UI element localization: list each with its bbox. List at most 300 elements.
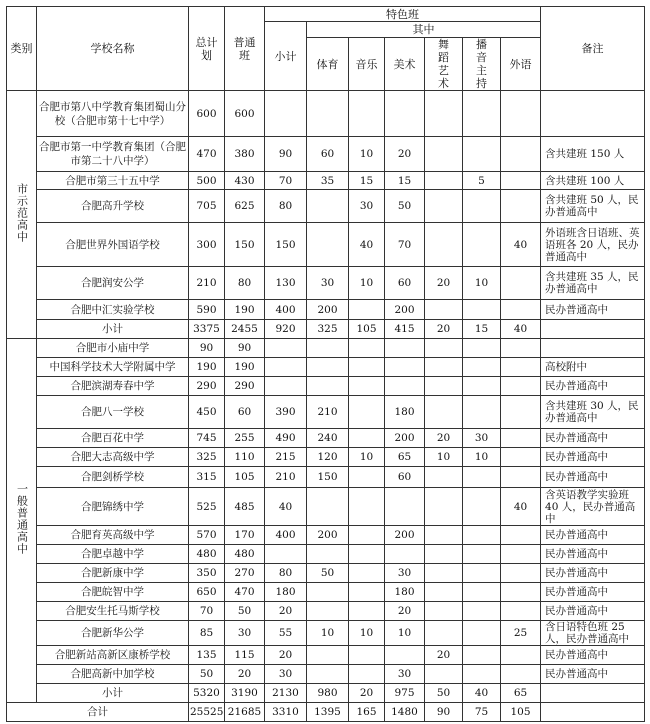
dance-cell: 20	[425, 429, 463, 448]
dance-cell: 20	[425, 267, 463, 300]
school-name-cell: 合肥剑桥学校	[37, 467, 189, 488]
pe-cell	[307, 488, 349, 526]
school-name-cell: 合肥高升学校	[37, 190, 189, 223]
art-cell: 30	[385, 564, 425, 583]
broadcast-cell: 10	[463, 267, 501, 300]
total-plan-cell: 25525	[189, 703, 225, 722]
dance-cell	[425, 377, 463, 396]
broadcast-cell	[463, 526, 501, 545]
table-row	[7, 665, 645, 684]
special-subtotal-cell	[265, 91, 307, 137]
total-plan-cell: 3375	[189, 320, 225, 339]
regular-class-cell: 150	[225, 223, 265, 267]
header-category: 类别	[7, 7, 37, 91]
special-subtotal-cell: 2130	[265, 684, 307, 703]
music-cell	[349, 488, 385, 526]
music-cell: 165	[349, 703, 385, 722]
header-regular-class: 普通班	[225, 7, 265, 91]
art-cell: 1480	[385, 703, 425, 722]
special-subtotal-cell	[265, 545, 307, 564]
total-plan-cell: 90	[189, 339, 225, 358]
dance-cell: 20	[425, 320, 463, 339]
note-cell: 民办普通高中	[541, 602, 645, 621]
total-plan-cell: 450	[189, 396, 225, 429]
art-cell: 200	[385, 300, 425, 320]
dance-cell: 90	[425, 703, 463, 722]
regular-class-cell: 60	[225, 396, 265, 429]
total-plan-cell: 705	[189, 190, 225, 223]
broadcast-cell	[463, 564, 501, 583]
broadcast-cell	[463, 467, 501, 488]
header-special-class: 特色班	[265, 7, 541, 22]
category-label: 一般普通高中	[15, 482, 29, 555]
art-cell	[385, 358, 425, 377]
foreign-language-cell	[501, 564, 541, 583]
header-subtotal: 小计	[265, 22, 307, 91]
table-row	[7, 429, 645, 448]
pe-cell: 50	[307, 564, 349, 583]
special-subtotal-cell: 150	[265, 223, 307, 267]
table-row	[7, 583, 645, 602]
header-dance: 舞蹈艺术	[425, 38, 463, 91]
pe-cell	[307, 583, 349, 602]
note-cell	[541, 339, 645, 358]
art-cell: 180	[385, 396, 425, 429]
total-plan-cell: 600	[189, 91, 225, 137]
art-cell: 200	[385, 526, 425, 545]
dance-cell	[425, 172, 463, 190]
dance-cell	[425, 583, 463, 602]
art-cell: 415	[385, 320, 425, 339]
table-row	[7, 267, 645, 300]
pe-cell	[307, 377, 349, 396]
pe-cell	[307, 602, 349, 621]
table-row	[7, 467, 645, 488]
regular-class-cell: 255	[225, 429, 265, 448]
regular-class-cell: 480	[225, 545, 265, 564]
broadcast-cell	[463, 190, 501, 223]
regular-class-cell: 90	[225, 339, 265, 358]
dance-cell	[425, 545, 463, 564]
music-cell	[349, 377, 385, 396]
broadcast-cell	[463, 488, 501, 526]
regular-class-cell: 485	[225, 488, 265, 526]
dance-cell	[425, 564, 463, 583]
special-subtotal-cell	[265, 377, 307, 396]
pe-cell	[307, 190, 349, 223]
special-subtotal-cell	[265, 339, 307, 358]
broadcast-cell: 30	[463, 429, 501, 448]
special-subtotal-cell: 130	[265, 267, 307, 300]
music-cell: 10	[349, 448, 385, 467]
art-cell	[385, 91, 425, 137]
regular-class-cell: 50	[225, 602, 265, 621]
pe-cell	[307, 91, 349, 137]
regular-class-cell: 430	[225, 172, 265, 190]
broadcast-cell	[463, 339, 501, 358]
regular-class-cell: 470	[225, 583, 265, 602]
pe-cell	[307, 339, 349, 358]
dance-cell	[425, 300, 463, 320]
school-name-cell: 合肥育英高级中学	[37, 526, 189, 545]
foreign-language-cell: 25	[501, 621, 541, 646]
school-name-cell: 合肥大志高级中学	[37, 448, 189, 467]
total-plan-cell: 350	[189, 564, 225, 583]
foreign-language-cell	[501, 190, 541, 223]
school-name-cell: 合肥卓越中学	[37, 545, 189, 564]
table-row	[7, 621, 645, 646]
pe-cell: 1395	[307, 703, 349, 722]
music-cell	[349, 358, 385, 377]
total-plan-cell: 190	[189, 358, 225, 377]
regular-class-cell: 600	[225, 91, 265, 137]
header-pe: 体育	[307, 38, 349, 91]
special-subtotal-cell: 20	[265, 646, 307, 665]
regular-class-cell: 190	[225, 300, 265, 320]
school-name-cell: 合肥市第一中学教育集团（合肥市第二十八中学）	[37, 137, 189, 172]
dance-cell	[425, 526, 463, 545]
school-name-cell: 合肥安生托马斯学校	[37, 602, 189, 621]
foreign-language-cell	[501, 448, 541, 467]
music-cell: 10	[349, 267, 385, 300]
special-subtotal-cell: 210	[265, 467, 307, 488]
special-subtotal-cell: 40	[265, 488, 307, 526]
school-name-cell: 小计	[37, 320, 189, 339]
total-plan-cell: 570	[189, 526, 225, 545]
table-row	[7, 396, 645, 429]
note-cell: 民办普通高中	[541, 377, 645, 396]
foreign-language-cell: 40	[501, 488, 541, 526]
broadcast-cell	[463, 377, 501, 396]
foreign-language-cell	[501, 137, 541, 172]
category-label: 市示范高中	[15, 182, 29, 243]
music-cell: 10	[349, 137, 385, 172]
total-plan-cell: 210	[189, 267, 225, 300]
special-subtotal-cell: 920	[265, 320, 307, 339]
regular-class-cell: 190	[225, 358, 265, 377]
school-name-cell: 合肥八一学校	[37, 396, 189, 429]
foreign-language-cell	[501, 429, 541, 448]
foreign-language-cell	[501, 172, 541, 190]
note-cell: 高校附中	[541, 358, 645, 377]
pe-cell: 200	[307, 526, 349, 545]
music-cell: 30	[349, 190, 385, 223]
special-subtotal-cell: 20	[265, 602, 307, 621]
pe-cell: 210	[307, 396, 349, 429]
art-cell: 20	[385, 137, 425, 172]
dance-cell	[425, 190, 463, 223]
foreign-language-cell	[501, 583, 541, 602]
dance-cell: 20	[425, 646, 463, 665]
note-cell: 含共建班 50 人，民办普通高中	[541, 190, 645, 223]
art-cell: 30	[385, 665, 425, 684]
foreign-language-cell: 40	[501, 320, 541, 339]
regular-class-cell: 21685	[225, 703, 265, 722]
special-subtotal-cell: 3310	[265, 703, 307, 722]
regular-class-cell: 3190	[225, 684, 265, 703]
music-cell	[349, 646, 385, 665]
special-subtotal-cell: 400	[265, 526, 307, 545]
table-row	[7, 91, 645, 137]
table-row	[7, 448, 645, 467]
table-row	[7, 526, 645, 545]
foreign-language-cell	[501, 358, 541, 377]
dance-cell	[425, 621, 463, 646]
dance-cell	[425, 602, 463, 621]
foreign-language-cell	[501, 377, 541, 396]
music-cell	[349, 602, 385, 621]
pe-cell	[307, 545, 349, 564]
pe-cell: 35	[307, 172, 349, 190]
foreign-language-cell	[501, 545, 541, 564]
art-cell: 10	[385, 621, 425, 646]
table-row	[7, 646, 645, 665]
school-name-cell: 合肥百花中学	[37, 429, 189, 448]
regular-class-cell: 110	[225, 448, 265, 467]
music-cell	[349, 665, 385, 684]
dance-cell	[425, 339, 463, 358]
broadcast-cell: 10	[463, 448, 501, 467]
art-cell: 50	[385, 190, 425, 223]
broadcast-cell: 15	[463, 320, 501, 339]
grand-total-row	[7, 703, 645, 722]
foreign-language-cell	[501, 646, 541, 665]
subtotal-row	[7, 684, 645, 703]
total-plan-cell: 590	[189, 300, 225, 320]
music-cell	[349, 467, 385, 488]
regular-class-cell: 115	[225, 646, 265, 665]
enrollment-plan-table	[6, 6, 645, 722]
school-name-cell: 合肥滨湖寿春中学	[37, 377, 189, 396]
header-foreign-language: 外语	[501, 38, 541, 91]
total-plan-cell: 315	[189, 467, 225, 488]
broadcast-cell	[463, 602, 501, 621]
pe-cell: 240	[307, 429, 349, 448]
note-cell: 外语班含日语班、英语班各 20 人，民办普通高中	[541, 223, 645, 267]
school-name-cell: 合肥中汇实验学校	[37, 300, 189, 320]
school-name-cell: 合肥高新中加学校	[37, 665, 189, 684]
note-cell	[541, 703, 645, 722]
grand-total-label: 合计	[7, 703, 189, 722]
school-name-cell: 中国科学技术大学附属中学	[37, 358, 189, 377]
broadcast-cell	[463, 396, 501, 429]
foreign-language-cell	[501, 339, 541, 358]
total-plan-cell: 290	[189, 377, 225, 396]
table-row	[7, 488, 645, 526]
note-cell: 民办普通高中	[541, 545, 645, 564]
broadcast-cell	[463, 300, 501, 320]
header-broadcast: 播音主持	[463, 38, 501, 91]
table-body	[7, 91, 645, 722]
special-subtotal-cell: 400	[265, 300, 307, 320]
table-row	[7, 300, 645, 320]
foreign-language-cell	[501, 267, 541, 300]
art-cell	[385, 646, 425, 665]
school-name-cell: 合肥新华公学	[37, 621, 189, 646]
broadcast-cell	[463, 545, 501, 564]
table-row	[7, 602, 645, 621]
pe-cell	[307, 665, 349, 684]
regular-class-cell: 105	[225, 467, 265, 488]
note-cell: 民办普通高中	[541, 564, 645, 583]
header-total-plan: 总计划	[189, 7, 225, 91]
music-cell	[349, 339, 385, 358]
foreign-language-cell: 65	[501, 684, 541, 703]
table-row	[7, 223, 645, 267]
note-cell: 含日语特色班 25 人，民办普通高中	[541, 621, 645, 646]
pe-cell: 980	[307, 684, 349, 703]
dance-cell	[425, 223, 463, 267]
art-cell: 60	[385, 267, 425, 300]
category-cell	[7, 339, 37, 703]
subtotal-row	[7, 320, 645, 339]
broadcast-cell: 5	[463, 172, 501, 190]
special-subtotal-cell	[265, 358, 307, 377]
art-cell: 180	[385, 583, 425, 602]
school-name-cell: 合肥润安公学	[37, 267, 189, 300]
regular-class-cell: 625	[225, 190, 265, 223]
total-plan-cell: 470	[189, 137, 225, 172]
art-cell	[385, 488, 425, 526]
regular-class-cell: 2455	[225, 320, 265, 339]
total-plan-cell: 5320	[189, 684, 225, 703]
pe-cell: 60	[307, 137, 349, 172]
school-name-cell: 合肥锦绣中学	[37, 488, 189, 526]
note-cell: 含共建班 35 人，民办普通高中	[541, 267, 645, 300]
regular-class-cell: 380	[225, 137, 265, 172]
school-name-cell: 合肥新康中学	[37, 564, 189, 583]
header-art: 美术	[385, 38, 425, 91]
school-name-cell: 合肥世界外国语学校	[37, 223, 189, 267]
music-cell	[349, 583, 385, 602]
note-cell: 民办普通高中	[541, 665, 645, 684]
music-cell	[349, 91, 385, 137]
school-name-cell: 合肥市第八中学教育集团蜀山分校（合肥市第十七中学）	[37, 91, 189, 137]
note-cell: 民办普通高中	[541, 583, 645, 602]
music-cell	[349, 526, 385, 545]
music-cell: 15	[349, 172, 385, 190]
special-subtotal-cell: 80	[265, 190, 307, 223]
broadcast-cell	[463, 91, 501, 137]
special-subtotal-cell: 80	[265, 564, 307, 583]
music-cell: 20	[349, 684, 385, 703]
total-plan-cell: 70	[189, 602, 225, 621]
art-cell: 15	[385, 172, 425, 190]
music-cell: 10	[349, 621, 385, 646]
foreign-language-cell	[501, 665, 541, 684]
pe-cell: 30	[307, 267, 349, 300]
note-cell	[541, 320, 645, 339]
art-cell	[385, 339, 425, 358]
foreign-language-cell	[501, 602, 541, 621]
dance-cell	[425, 91, 463, 137]
total-plan-cell: 480	[189, 545, 225, 564]
art-cell	[385, 377, 425, 396]
pe-cell: 325	[307, 320, 349, 339]
regular-class-cell: 20	[225, 665, 265, 684]
note-cell	[541, 684, 645, 703]
special-subtotal-cell: 180	[265, 583, 307, 602]
note-cell: 民办普通高中	[541, 526, 645, 545]
note-cell	[541, 91, 645, 137]
pe-cell	[307, 646, 349, 665]
regular-class-cell: 30	[225, 621, 265, 646]
broadcast-cell	[463, 621, 501, 646]
note-cell: 含共建班 150 人	[541, 137, 645, 172]
art-cell: 60	[385, 467, 425, 488]
dance-cell	[425, 396, 463, 429]
art-cell: 65	[385, 448, 425, 467]
broadcast-cell	[463, 137, 501, 172]
total-plan-cell: 85	[189, 621, 225, 646]
dance-cell	[425, 358, 463, 377]
total-plan-cell: 650	[189, 583, 225, 602]
table-row	[7, 545, 645, 564]
foreign-language-cell	[501, 300, 541, 320]
special-subtotal-cell: 55	[265, 621, 307, 646]
note-cell: 含英语教学实验班 40 人，民办普通高中	[541, 488, 645, 526]
total-plan-cell: 325	[189, 448, 225, 467]
art-cell	[385, 545, 425, 564]
note-cell: 含共建班 100 人	[541, 172, 645, 190]
broadcast-cell	[463, 223, 501, 267]
foreign-language-cell	[501, 396, 541, 429]
dance-cell	[425, 488, 463, 526]
school-name-cell: 合肥市第三十五中学	[37, 172, 189, 190]
table-row	[7, 358, 645, 377]
regular-class-cell: 80	[225, 267, 265, 300]
school-name-cell: 合肥市小庙中学	[37, 339, 189, 358]
foreign-language-cell: 40	[501, 223, 541, 267]
dance-cell	[425, 665, 463, 684]
music-cell	[349, 396, 385, 429]
school-name-cell: 合肥新站高新区康桥学校	[37, 646, 189, 665]
table-row	[7, 172, 645, 190]
header-note: 备注	[541, 7, 645, 91]
art-cell: 975	[385, 684, 425, 703]
dance-cell	[425, 467, 463, 488]
art-cell: 20	[385, 602, 425, 621]
regular-class-cell: 290	[225, 377, 265, 396]
special-subtotal-cell: 70	[265, 172, 307, 190]
regular-class-cell: 270	[225, 564, 265, 583]
broadcast-cell	[463, 358, 501, 377]
pe-cell: 150	[307, 467, 349, 488]
pe-cell: 120	[307, 448, 349, 467]
table-row	[7, 377, 645, 396]
total-plan-cell: 300	[189, 223, 225, 267]
art-cell: 70	[385, 223, 425, 267]
header-school-name: 学校名称	[37, 7, 189, 91]
special-subtotal-cell: 215	[265, 448, 307, 467]
pe-cell	[307, 358, 349, 377]
music-cell	[349, 564, 385, 583]
broadcast-cell	[463, 646, 501, 665]
special-subtotal-cell: 30	[265, 665, 307, 684]
total-plan-cell: 525	[189, 488, 225, 526]
music-cell: 40	[349, 223, 385, 267]
table-row	[7, 339, 645, 358]
music-cell	[349, 429, 385, 448]
music-cell: 105	[349, 320, 385, 339]
art-cell: 200	[385, 429, 425, 448]
foreign-language-cell	[501, 467, 541, 488]
total-plan-cell: 50	[189, 665, 225, 684]
regular-class-cell: 170	[225, 526, 265, 545]
table-header	[7, 7, 645, 91]
header-music: 音乐	[349, 38, 385, 91]
broadcast-cell	[463, 583, 501, 602]
